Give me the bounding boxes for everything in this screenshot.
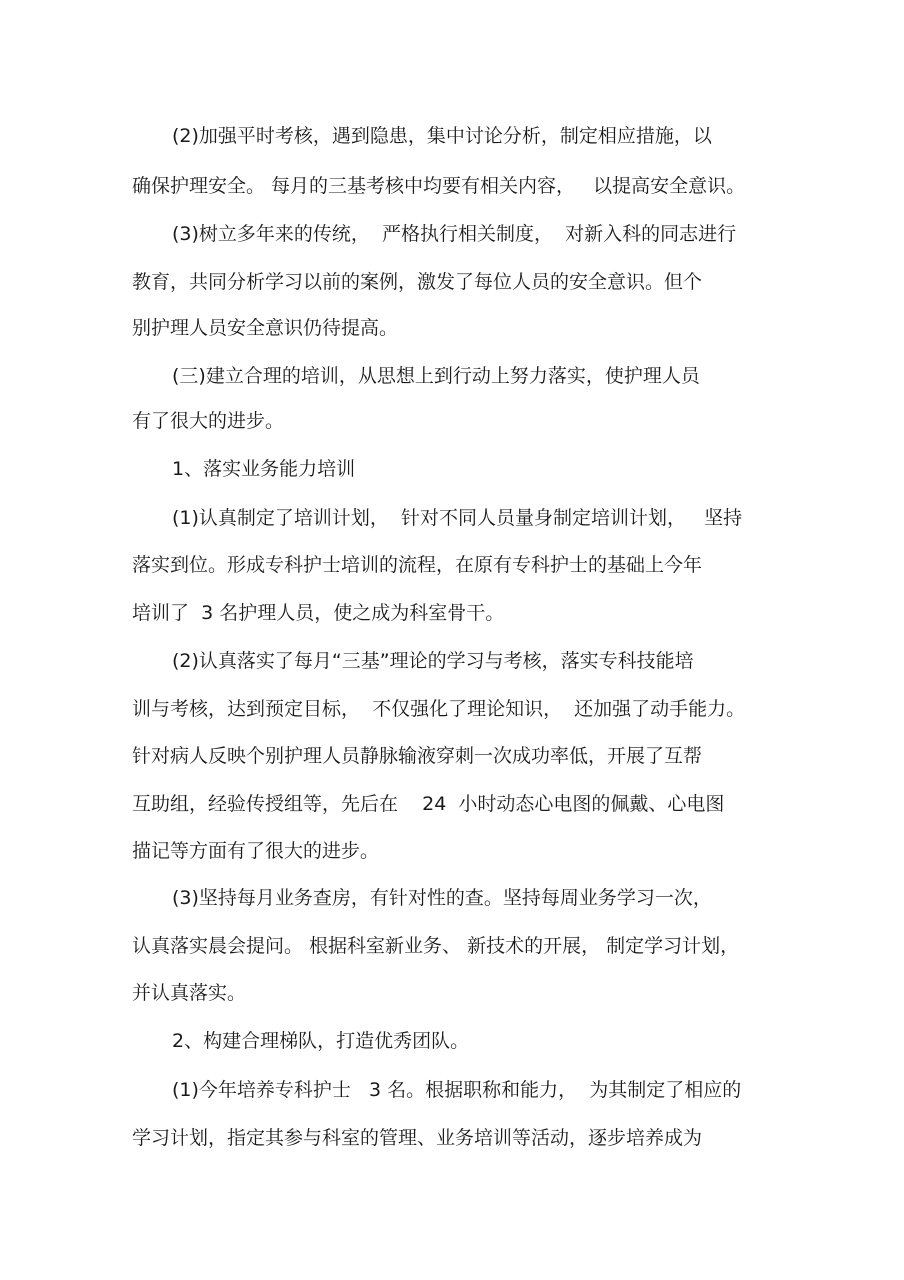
text-line: (3)坚持每月业务查房，有针对性的查。坚持每周业务学习一次， [172,887,712,909]
text-line: 并认真落实。 [132,982,247,1004]
text-line: 有了很大的进步。 [132,410,285,432]
text-line: (1)认真制定了培训计划， 针对不同人员量身制定培训计划， 坚持 [172,507,743,529]
text-line: 教育，共同分析学习以前的案例，激发了每位人员的安全意识。但个 [132,271,703,293]
text-line: 训与考核，达到预定目标， 不仅强化了理论知识， 还加强了动手能力。 [132,698,746,720]
text-line: 学习计划，指定其参与科室的管理、业务培训等活动，逐步培养成为 [132,1127,703,1149]
text-line: 确保护理安全。 每月的三基考核中均要有相关内容， 以提高安全意识。 [132,175,746,197]
text-line: (三)建立合理的培训，从思想上到行动上努力落实，使护理人员 [172,365,700,387]
text-line: (1)今年培养专科护士 3 名。根据职称和能力， 为其制定了相应的 [172,1079,742,1101]
text-line: 认真落实晨会提问。 根据科室新业务、 新技术的开展， 制定学习计划， [132,935,740,957]
text-line: 别护理人员安全意识仍待提高。 [132,317,399,339]
text-line: 培训了 3 名护理人员，使之成为科室骨干。 [132,602,505,624]
text-line: 互助组，经验传授组等，先后在 24 小时动态心电图的佩戴、心电图 [132,793,725,815]
section-heading: 2、构建合理梯队，打造优秀团队。 [172,1030,470,1052]
section-heading: 1、落实业务能力培训 [172,458,356,480]
text-line: (2)加强平时考核，遇到隐患，集中讨论分析，制定相应措施，以 [172,125,712,147]
text-line: (3)树立多年来的传统， 严格执行相关制度， 对新入科的同志进行 [172,223,737,245]
text-line: (2)认真落实了每月“三基”理论的学习与考核，落实专科技能培 [172,650,694,672]
text-line: 针对病人反映个别护理人员静脉输液穿刺一次成功率低，开展了互帮 [132,745,703,767]
text-line: 描记等方面有了很大的进步。 [132,840,380,862]
text-line: 落实到位。形成专科护士培训的流程，在原有专科护士的基础上今年 [132,554,703,576]
